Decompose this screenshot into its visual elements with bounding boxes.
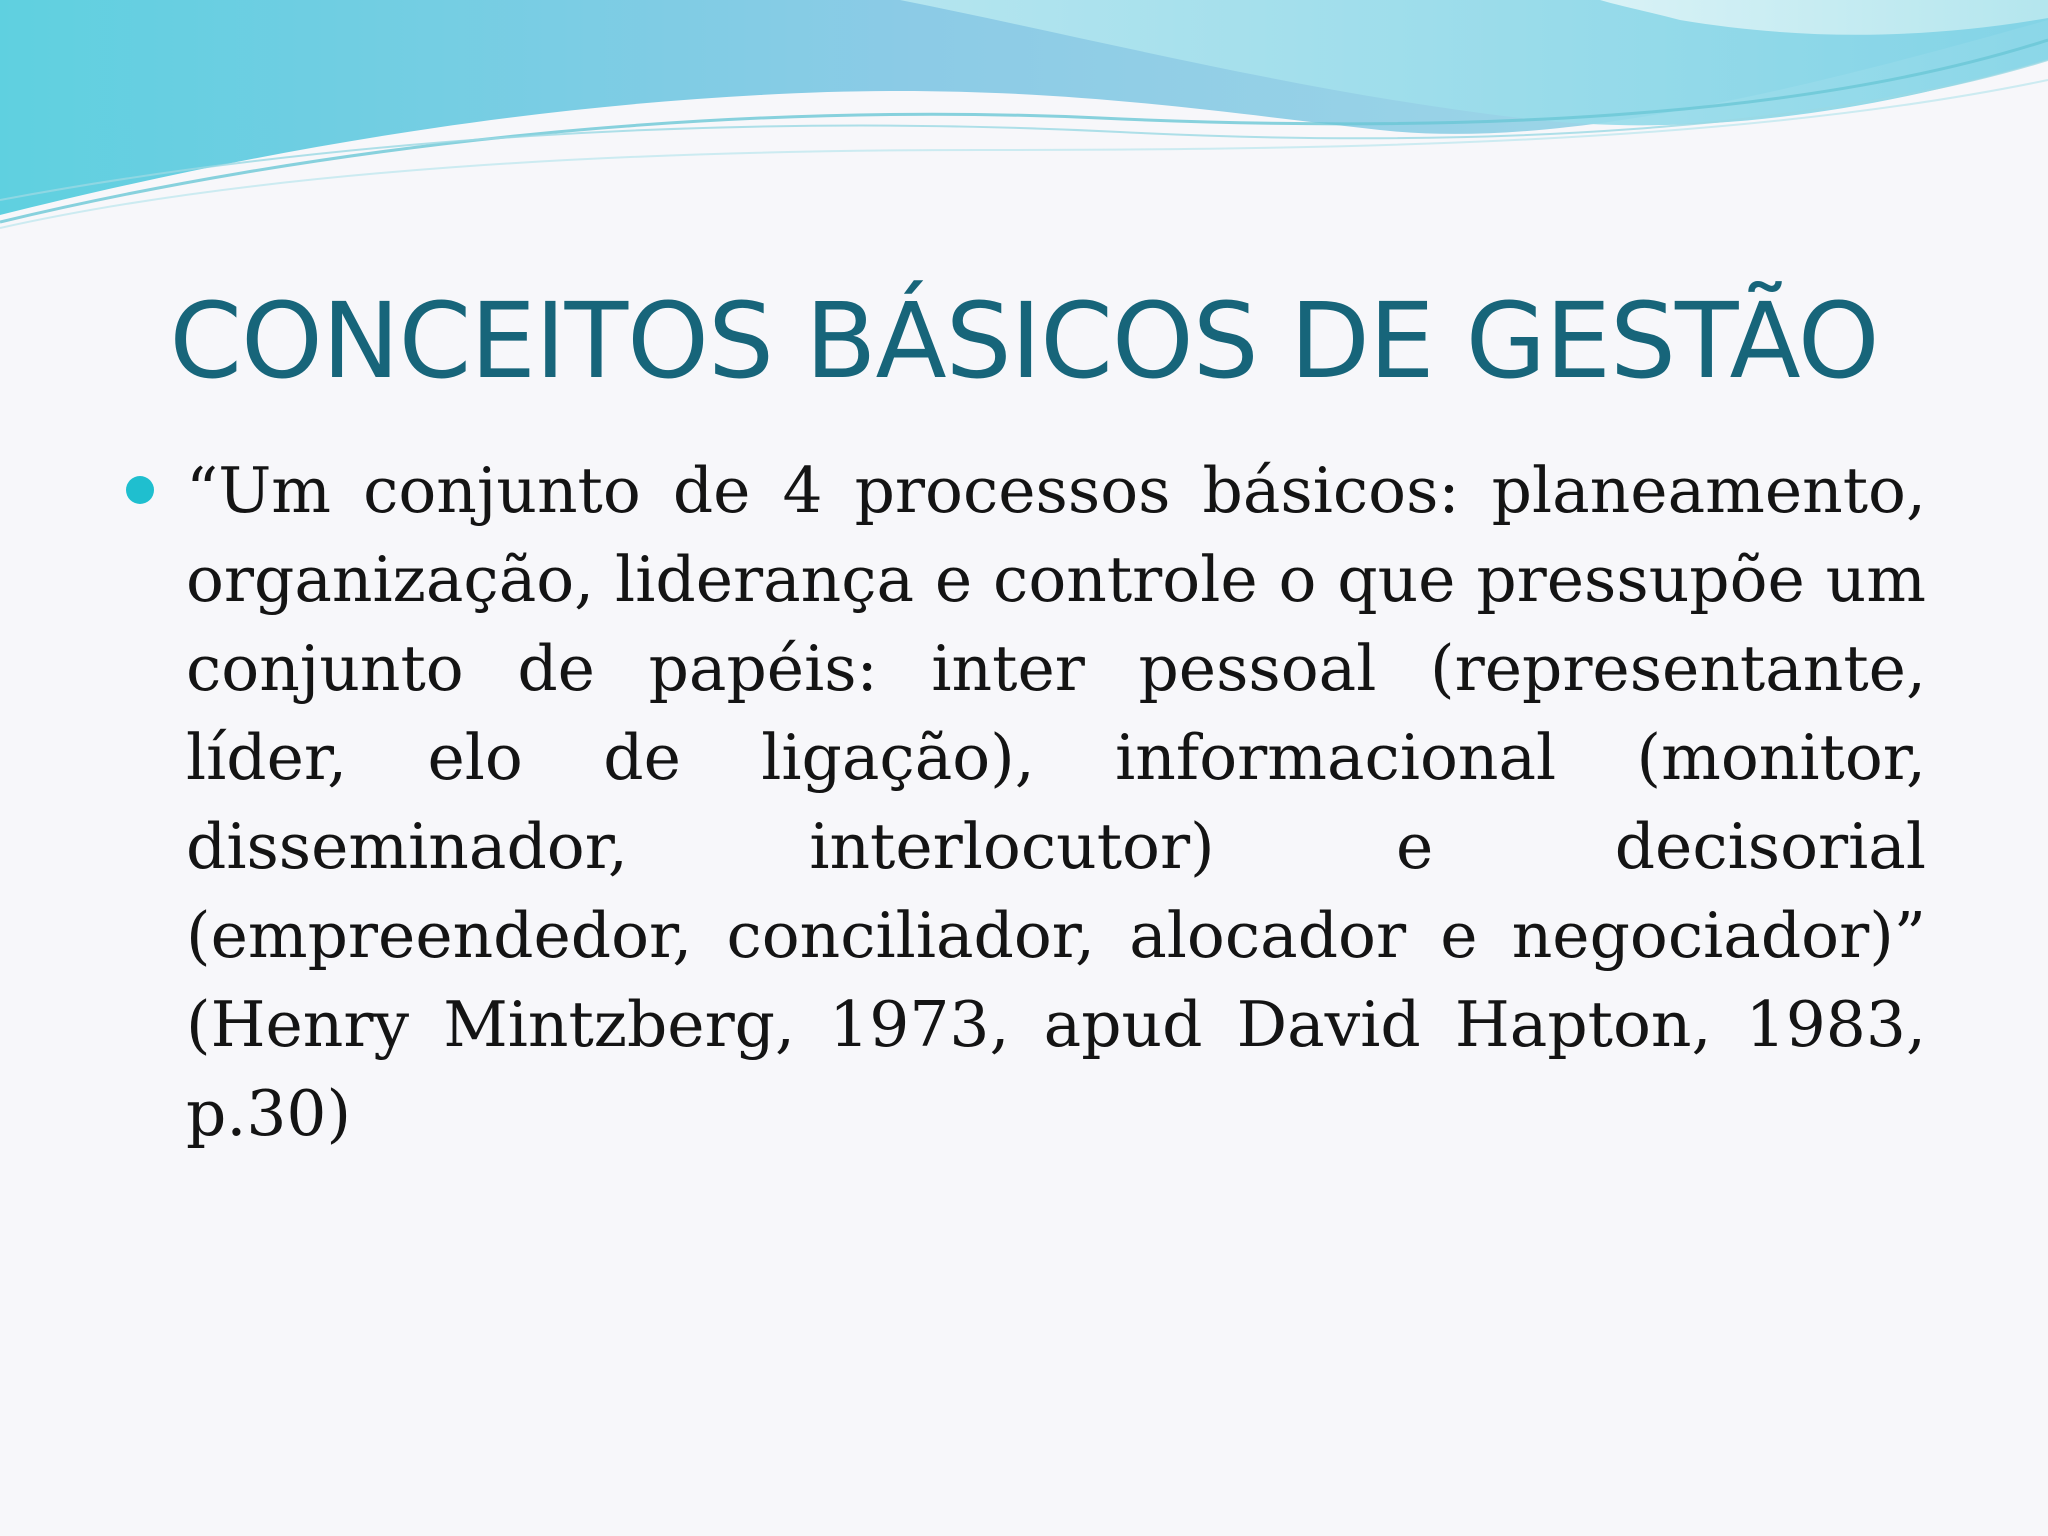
bullet-text: “Um conjunto de 4 processos básicos: planeamento, organização, liderança e controle o que pressupõe um conjunto de papéis: inter pessoal (representante, líder, elo de ligação), informacional (monitor, disseminador, interlocutor) e decisorial (empreendedor, conciliador, alocador e negociador)” (Henry Mintzberg, 1973, apud David Hapton, 1983, p.30) [186,454,1926,1150]
header-wave-decoration [0,0,2048,240]
slide-title: CONCEITOS BÁSICOS DE GESTÃO [169,280,1879,402]
bullet-dot-icon [126,476,154,504]
